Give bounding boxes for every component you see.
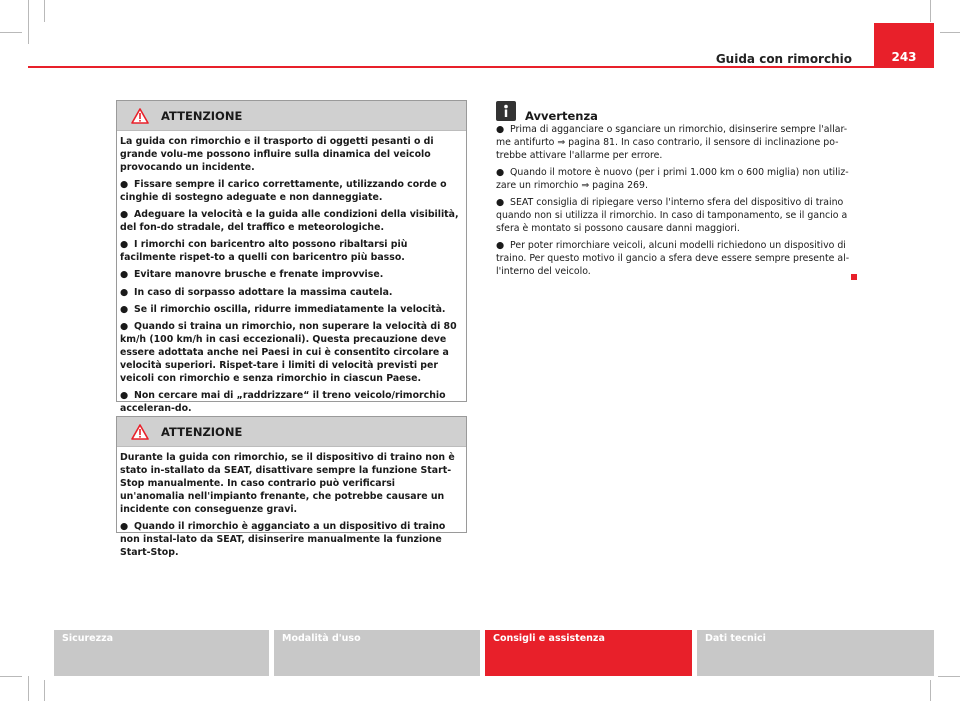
list-item: ● SEAT consiglia di ripiegare verso l'interno sfera del dispositivo di traino quando non si utilizza il rimorchio. In caso di tamponamento, se il gancio a sfera è montato si possono causare danni maggiori.	[496, 197, 848, 234]
page-number: 243	[874, 23, 934, 68]
list-item: ● Fissare sempre il carico correttamente, utilizzando corde o cinghie di sostegno adeguate e non danneggiate.	[120, 179, 447, 203]
header-rule	[28, 66, 874, 68]
list-item: ● Evitare manovre brusche e frenate improvvise.	[120, 269, 384, 281]
warning-intro: La guida con rimorchio e il trasporto di oggetti pesanti o di grande volu-me possono influire sulla dinamica del veicolo provocando un incidente.	[120, 136, 434, 173]
footer-tab-modalita-uso[interactable]: Modalità d'uso	[274, 630, 480, 676]
footer-tab-sicurezza[interactable]: Sicurezza	[54, 630, 269, 676]
warning-header	[117, 417, 466, 447]
crop-mark	[28, 676, 29, 701]
list-item: ● Non cercare mai di „raddrizzare“ il treno veicolo/rimorchio acceleran-do.	[120, 389, 446, 414]
warning-title: ATTENZIONE	[161, 108, 243, 123]
warning-box	[116, 100, 467, 414]
list-item: ● Per poter rimorchiare veicoli, alcuni modelli richiedono un dispositivo di traino. Per questo motivo il gancio a sfera deve essere sempre presente al-l'interno del veicolo.	[496, 240, 850, 277]
warning-header	[117, 101, 466, 131]
warning-triangle-icon	[131, 424, 149, 440]
list-item: ● Adeguare la velocità e la guida alle condizioni della visibilità, del fon-do stradale, del traffico e meteorologiche.	[120, 209, 459, 234]
crop-mark	[930, 680, 931, 701]
footer-tab-consigli-assistenza[interactable]: Consigli e assistenza	[485, 630, 692, 676]
footer-tab-dati-tecnici[interactable]: Dati tecnici	[697, 630, 934, 676]
section-end-marker	[851, 274, 857, 280]
crop-mark	[938, 676, 960, 677]
list-item: ● I rimorchi con baricentro alto possono ribaltarsi più facilmente rispet-to a quelli con baricentro più basso.	[120, 239, 408, 264]
list-item: ● Quando si traina un rimorchio, non superare la velocità di 80 km/h (100 km/h in casi eccezionali). Questa precauzione deve essere adottata anche nei Paesi in cui è consentito circolare a velocità superiori. Rispet-tare i limiti di velocità previsti per veicoli con rimorchio e senza rimorchio in ciascun Paese.	[120, 320, 457, 384]
warning-intro: Durante la guida con rimorchio, se il dispositivo di traino non è stato in-stallato da SEAT, disattivare sempre la funzione Start-Stop manualmente. In caso contrario può verificarsi un'anomalia nell'impianto frenante, che potrebbe causare un incidente con conseguenze gravi.	[120, 452, 455, 515]
note-title: Avvertenza	[525, 109, 598, 123]
page-title: Guida con rimorchio	[715, 52, 852, 66]
warning-title: ATTENZIONE	[161, 424, 243, 439]
list-item: ● Prima di agganciare o sganciare un rimorchio, disinserire sempre l'allar-me antifurto ⇒ pagina 81. In caso contrario, il sensore di inclinazione po-trebbe attivare l'allarme per errore.	[496, 124, 848, 161]
crop-mark	[44, 680, 45, 701]
warning-box	[116, 416, 467, 558]
crop-mark	[28, 0, 29, 44]
note-section	[496, 100, 854, 283]
crop-mark	[0, 676, 22, 677]
crop-mark	[930, 0, 931, 22]
list-item: ● Se il rimorchio oscilla, ridurre immediatamente la velocità.	[120, 303, 446, 315]
crop-mark	[940, 32, 960, 33]
list-item: ● Quando il motore è nuovo (per i primi 1.000 km o 600 miglia) non utiliz-zare un rimorchio ⇒ pagina 269.	[496, 167, 849, 191]
list-item: ● Quando il rimorchio è agganciato a un dispositivo di traino non instal-lato da SEAT, disinserire manualmente la funzione Start-Stop.	[120, 520, 446, 558]
list-item: ● In caso di sorpasso adottare la massima cautela.	[120, 286, 393, 298]
crop-mark	[44, 0, 45, 22]
note-header	[496, 100, 854, 122]
crop-mark	[0, 32, 22, 33]
info-note-icon	[496, 101, 516, 121]
warning-triangle-icon	[131, 108, 149, 124]
